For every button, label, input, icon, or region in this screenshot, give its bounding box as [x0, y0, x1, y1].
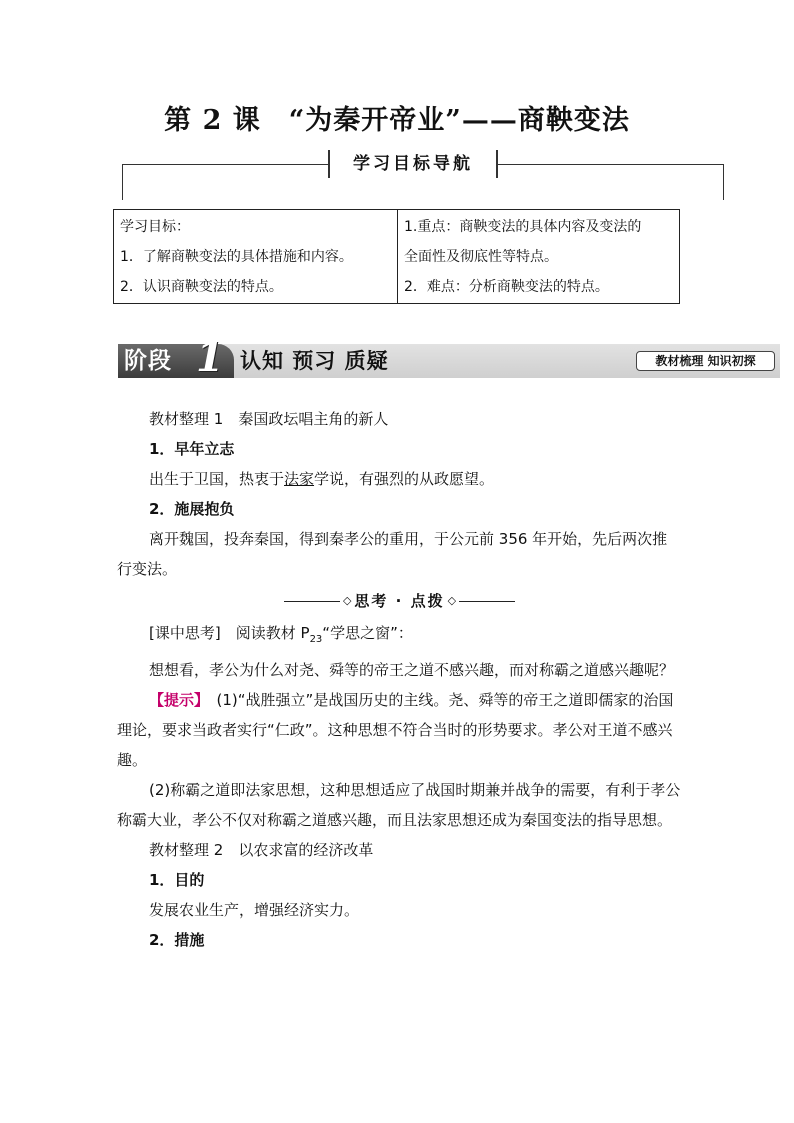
paragraph: 离开魏国，投奔秦国，得到秦孝公的重用，于公元前 356 年开始，先后两次推行变法。: [117, 530, 668, 578]
think-divider: [117, 586, 682, 616]
think-question: 想想看，孝公为什么对尧、舜等的帝王之道不感兴趣，而对称霸之道感兴趣呢？: [149, 661, 675, 679]
lesson-title: 第 2 课 “为秦开帝业”——商鞅变法: [164, 105, 630, 136]
diamond-icon: ◇: [342, 594, 352, 607]
goals-left-line: 学习目标：: [120, 219, 190, 235]
think-label: [课中思考]: [149, 624, 221, 642]
tip-paragraph: (2)称霸之道即法家思想，这种思想适应了战国时期兼并战争的需要，有利于孝公称霸大业，孝公不仅对称霸之道感兴趣，而且法家思想还成为秦国变法的指导思想。: [117, 781, 681, 829]
subheading: 1．早年立志: [149, 440, 235, 458]
goals-right-line: 全面性及彻底性等特点。: [404, 249, 558, 265]
subheading: 2．施展抱负: [149, 500, 235, 518]
section-heading: [117, 404, 682, 434]
diamond-icon: ◇: [447, 594, 457, 607]
goals-right-column: [398, 210, 679, 303]
goals-left-column: [114, 210, 398, 303]
section-heading: [117, 835, 682, 865]
goals-right-line: 1.重点：商鞅变法的具体内容及变法的: [404, 219, 642, 235]
paragraph: 出生于卫国，热衷于法家学说，有强烈的从政愿望。: [149, 470, 495, 488]
section-label: 教材整理 2: [149, 841, 224, 859]
tip-paragraph: 【提示】 (1)“战胜强立”是战国历史的主线。尧、舜等的帝王之道即儒家的治国理论，要求当政者实行“仁政”。这种思想不符合当时的形势要求。孝公对王道不感兴趣。: [117, 691, 674, 769]
subheading: 2．措施: [149, 931, 205, 949]
subheading: 1．目的: [149, 871, 205, 889]
section-label: 教材整理 1: [149, 410, 224, 428]
divider-label: 思考 · 点拨: [354, 592, 445, 610]
section-title: 秦国政坛唱主角的新人: [238, 410, 389, 428]
stage-title: 认知 预习 质疑: [240, 348, 389, 373]
think-prompt: [课中思考] 阅读教材 $P_{23}“$学思之窗”：: [149, 624, 413, 645]
tip-label: 【提示】: [149, 691, 202, 709]
stage-number: 1: [196, 334, 224, 381]
goals-table: [113, 209, 680, 304]
main-content: [117, 404, 682, 955]
underlined-term: 法家: [284, 470, 315, 488]
stage-tag: 教材梳理 知识初探: [636, 351, 775, 371]
stage-word: 阶段: [124, 348, 172, 374]
goals-section-label: 学习目标导航: [328, 150, 498, 178]
goals-left-line: 2．认识商鞅变法的特点。: [120, 279, 283, 295]
paragraph: 发展农业生产，增强经济实力。: [149, 901, 360, 919]
goals-left-line: 1．了解商鞅变法的具体措施和内容。: [120, 249, 353, 265]
goals-right-line: 2．难点：分析商鞅变法的特点。: [404, 279, 609, 295]
section-title: 以农求富的经济改革: [238, 841, 374, 859]
